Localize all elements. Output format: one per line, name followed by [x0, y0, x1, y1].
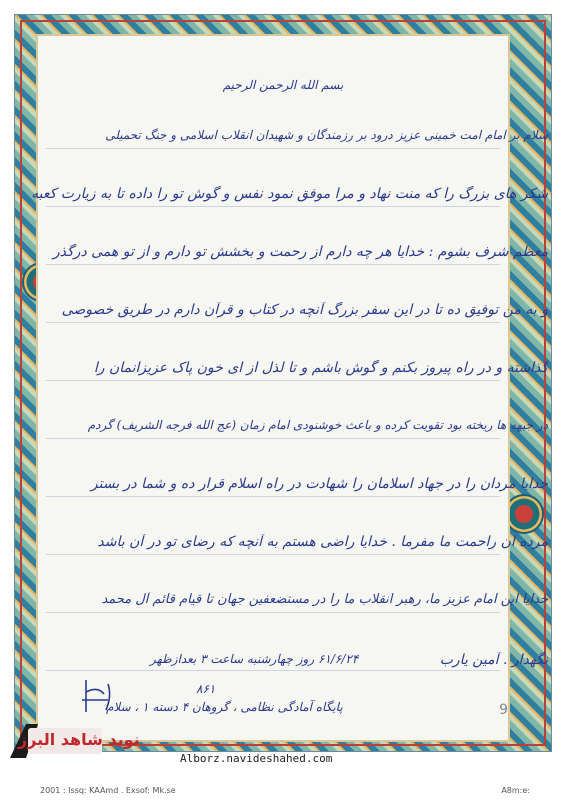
- letter-line: خدایا این امام عزیز ما، رهبر انقلاب ما را در مستضعفین جهان تا قیام قائم آل محمد: [101, 592, 548, 607]
- basmala: بسم الله الرحمن الرحیم: [222, 78, 344, 92]
- ruled-line: [46, 554, 500, 555]
- ruled-line: [46, 264, 500, 265]
- letter-line: شکر های بزرگ را که منت نهاد و مرا موفق نمود نفس و گوش تو را داده تا به زیارت کعبه: [31, 186, 548, 202]
- signature-line: پایگاه آمادگی نظامی ، گروهان ۴ دسته ۱ ، سلام: [106, 700, 343, 714]
- letter-line: معظم شرف بشوم : خدایا هر چه دارم از رحمت و بخشش تو دارم و از تو همی درگذر: [52, 244, 548, 260]
- pencil-mark: 9: [499, 702, 508, 718]
- footer-caption-left: 2001 : Issq: KAAmd . Exsof: Mk.se: [40, 786, 176, 795]
- ruled-line: [46, 148, 500, 149]
- letter-line: مرده ان راحمت ما مفرما . خدایا راضی هستم به آنچه که رضای تو در آن باشد: [97, 534, 548, 550]
- border-medallion-right: [504, 494, 544, 534]
- ruled-line: [46, 206, 500, 207]
- ruled-line: [46, 670, 500, 671]
- letter-line: در جبهه ها ریخته بود تقویت کرده و باعث خوشنودی امام زمان (عج الله فرجه الشریف) گردم: [87, 418, 548, 432]
- ruled-line: [46, 322, 500, 323]
- footer-caption-right: A8m:e:: [501, 786, 530, 795]
- ruled-line: [46, 612, 500, 613]
- ruled-line: [46, 438, 500, 439]
- handwritten-signature: [78, 676, 118, 716]
- logo-text: نوید شاهد البرز: [18, 730, 140, 749]
- date-line: ۶۱/۶/۲۴ روز چهارشنبه ساعت ۳ بعدازظهر: [150, 652, 359, 666]
- ruled-line: [46, 380, 500, 381]
- letter-line: سلام بر امام امت خمینی عزیز درود بر رزمندگان و شهیدان انقلاب اسلامی و جنگ تحمیلی: [105, 128, 548, 142]
- ruled-line: [46, 496, 500, 497]
- site-url[interactable]: Alborz.navideshahed.com: [180, 752, 333, 765]
- signature-number: ۸۶۱: [196, 682, 216, 696]
- letter-line: و به من توفیق ده تا در این سفر بزرگ آنچه در کتاب و قرآن دارم در طریق خصوصی: [61, 302, 548, 318]
- letter-line: گذاشته و در راه پیروز بکنم و گوش باشم و تا لذل از ای خون پاک عزیزانمان را: [93, 360, 548, 376]
- letter-line: خدایا مردان را در جهاد اسلامان را شهادت در راه اسلام قرار ده و شما در بستر: [90, 476, 548, 492]
- letter-line: نگهدار . آمین یارب: [439, 652, 548, 668]
